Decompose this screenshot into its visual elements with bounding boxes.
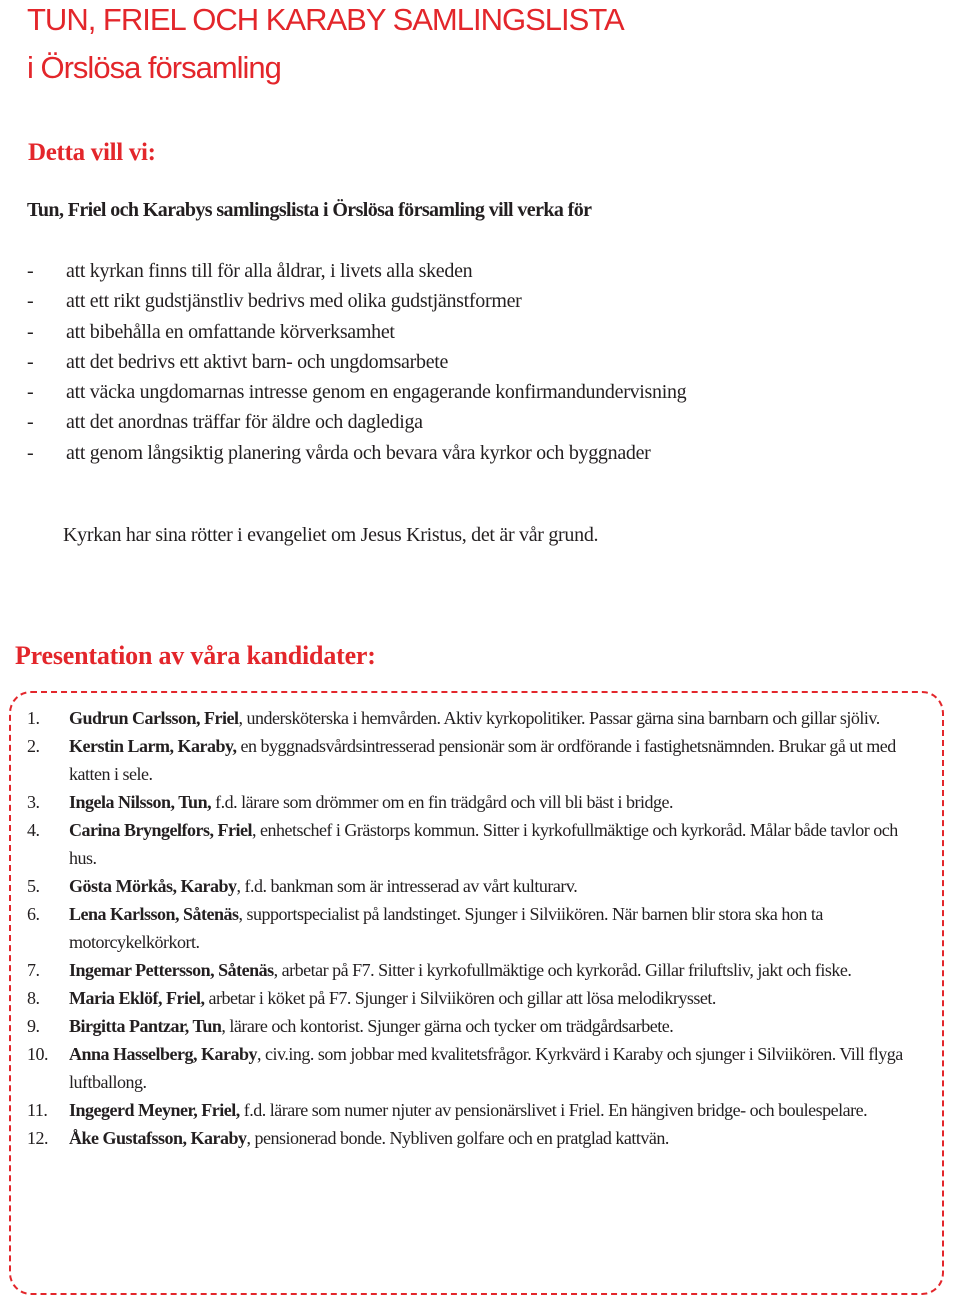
- goal-item: [27, 321, 686, 351]
- document-subtitle: i Örslösa församling: [27, 50, 281, 85]
- goal-item: [27, 290, 686, 320]
- goal-text: att det bedrivs ett aktivt barn- och ungdomsarbete: [66, 350, 449, 373]
- candidate-name: Gudrun Carlsson, Friel: [69, 708, 239, 728]
- candidate-number: 1.: [27, 708, 40, 728]
- candidate-description: , pensionerad bonde. Nybliven golfare och en pratglad kattvän.: [246, 1128, 669, 1148]
- goal-text: att bibehålla en omfattande körverksamhet: [66, 320, 395, 343]
- goal-item: [27, 381, 686, 411]
- candidate-description: arbetar i köket på F7. Sjunger i Silviikören och gillar att lösa melodikrysset.: [204, 988, 716, 1008]
- dash-bullet: -: [27, 441, 34, 464]
- candidate-name: Birgitta Pantzar, Tun: [69, 1016, 222, 1036]
- candidate-item: [27, 1096, 922, 1124]
- candidate-description: , f.d. bankman som är intresserad av vårt kulturarv.: [236, 876, 578, 896]
- candidate-description: , supportspecialist på landstinget. Sjunger i Silviikören. När barnen blir stora ska hon ta motorcykelkörkort.: [69, 904, 823, 952]
- candidate-description: f.d. lärare som drömmer om en fin trädgård och vill bli bäst i bridge.: [211, 792, 673, 812]
- candidate-name: Ingela Nilsson, Tun,: [69, 792, 212, 812]
- candidate-item: [27, 956, 922, 984]
- candidate-number: 7.: [27, 960, 40, 980]
- goals-heading: Detta vill vi:: [28, 139, 156, 166]
- goal-text: att det anordnas träffar för äldre och daglediga: [66, 411, 423, 434]
- candidate-name: Carina Bryngelfors, Friel: [69, 820, 252, 840]
- dash-bullet: -: [27, 320, 34, 343]
- candidate-item: [27, 1040, 922, 1096]
- candidate-item: [27, 1012, 922, 1040]
- candidate-description: , lärare och kontorist. Sjunger gärna och tycker om trädgårdsarbete.: [221, 1016, 674, 1036]
- goals-list: [27, 260, 686, 472]
- goals-intro: Tun, Friel och Karabys samlingslista i Örslösa församling vill verka för: [27, 199, 592, 221]
- candidate-name: Gösta Mörkås, Karaby: [69, 876, 237, 896]
- candidate-description: en byggnadsvårdsintresserad pensionär som är ordförande i fastighetsnämnden. Brukar gå ut med katten i sele.: [69, 736, 896, 784]
- candidate-number: 10.: [27, 1044, 48, 1064]
- candidates-list: [27, 704, 922, 1152]
- goal-text: att kyrkan finns till för alla åldrar, i livets alla skeden: [66, 260, 473, 282]
- candidate-number: 3.: [27, 792, 40, 812]
- candidate-name: Kerstin Larm, Karaby,: [69, 736, 237, 756]
- dash-bullet: -: [27, 350, 34, 373]
- candidate-description: , civ.ing. som jobbar med kvalitetsfrågor. Kyrkvärd i Karaby och sjunger i Silviikören. Vill flyga luftballong.: [69, 1044, 903, 1092]
- dash-bullet: -: [27, 290, 34, 313]
- candidate-number: 6.: [27, 904, 40, 924]
- candidate-item: [27, 732, 922, 788]
- dash-bullet: -: [27, 381, 34, 404]
- candidate-number: 9.: [27, 1016, 40, 1036]
- candidate-description: f.d. lärare som numer njuter av pensionärslivet i Friel. En hängiven bridge- och boulespelare.: [239, 1100, 868, 1120]
- candidate-item: [27, 704, 922, 732]
- dash-bullet: -: [27, 260, 34, 282]
- candidate-item: [27, 1124, 922, 1152]
- candidate-item: [27, 984, 922, 1012]
- candidate-name: Maria Eklöf, Friel,: [69, 988, 205, 1008]
- goal-item: [27, 351, 686, 381]
- candidate-name: Anna Hasselberg, Karaby: [69, 1044, 258, 1064]
- faith-statement: Kyrkan har sina rötter i evangeliet om Jesus Kristus, det är vår grund.: [63, 524, 599, 546]
- candidate-name: Ingemar Pettersson, Såtenäs: [69, 960, 274, 980]
- candidate-number: 5.: [27, 876, 40, 896]
- candidate-item: [27, 872, 922, 900]
- candidate-description: , arbetar på F7. Sitter i kyrkofullmäktige och kyrkoråd. Gillar friluftsliv, jakt och fiske.: [273, 960, 852, 980]
- candidate-number: 8.: [27, 988, 40, 1008]
- candidates-heading: Presentation av våra kandidater:: [15, 641, 376, 670]
- goal-text: att ett rikt gudstjänstliv bedrivs med olika gudstjänstformer: [66, 290, 522, 313]
- goal-text: att genom långsiktig planering vårda och bevara våra kyrkor och byggnader: [66, 441, 651, 464]
- document-title: TUN, FRIEL OCH KARABY SAMLINGSLISTA: [27, 2, 624, 37]
- candidate-number: 4.: [27, 820, 40, 840]
- goal-item: [27, 260, 686, 290]
- goal-text: att väcka ungdomarnas intresse genom en engagerande konfirmandundervisning: [66, 381, 687, 404]
- goal-item: [27, 442, 686, 472]
- candidate-number: 2.: [27, 736, 40, 756]
- candidate-number: 12.: [27, 1128, 48, 1148]
- candidate-name: Lena Karlsson, Såtenäs: [69, 904, 239, 924]
- candidate-description: , undersköterska i hemvården. Aktiv kyrkopolitiker. Passar gärna sina barnbarn och gillar sjöliv.: [238, 708, 880, 728]
- candidate-name: Ingegerd Meyner, Friel,: [69, 1100, 240, 1120]
- goal-item: [27, 411, 686, 441]
- candidate-item: [27, 900, 922, 956]
- candidate-item: [27, 816, 922, 872]
- dash-bullet: -: [27, 411, 34, 434]
- candidate-name: Åke Gustafsson, Karaby: [69, 1128, 247, 1148]
- candidate-description: , enhetschef i Grästorps kommun. Sitter i kyrkofullmäktige och kyrkoråd. Målar både tavlor och hus.: [69, 820, 898, 868]
- candidate-number: 11.: [27, 1100, 48, 1120]
- candidate-item: [27, 788, 922, 816]
